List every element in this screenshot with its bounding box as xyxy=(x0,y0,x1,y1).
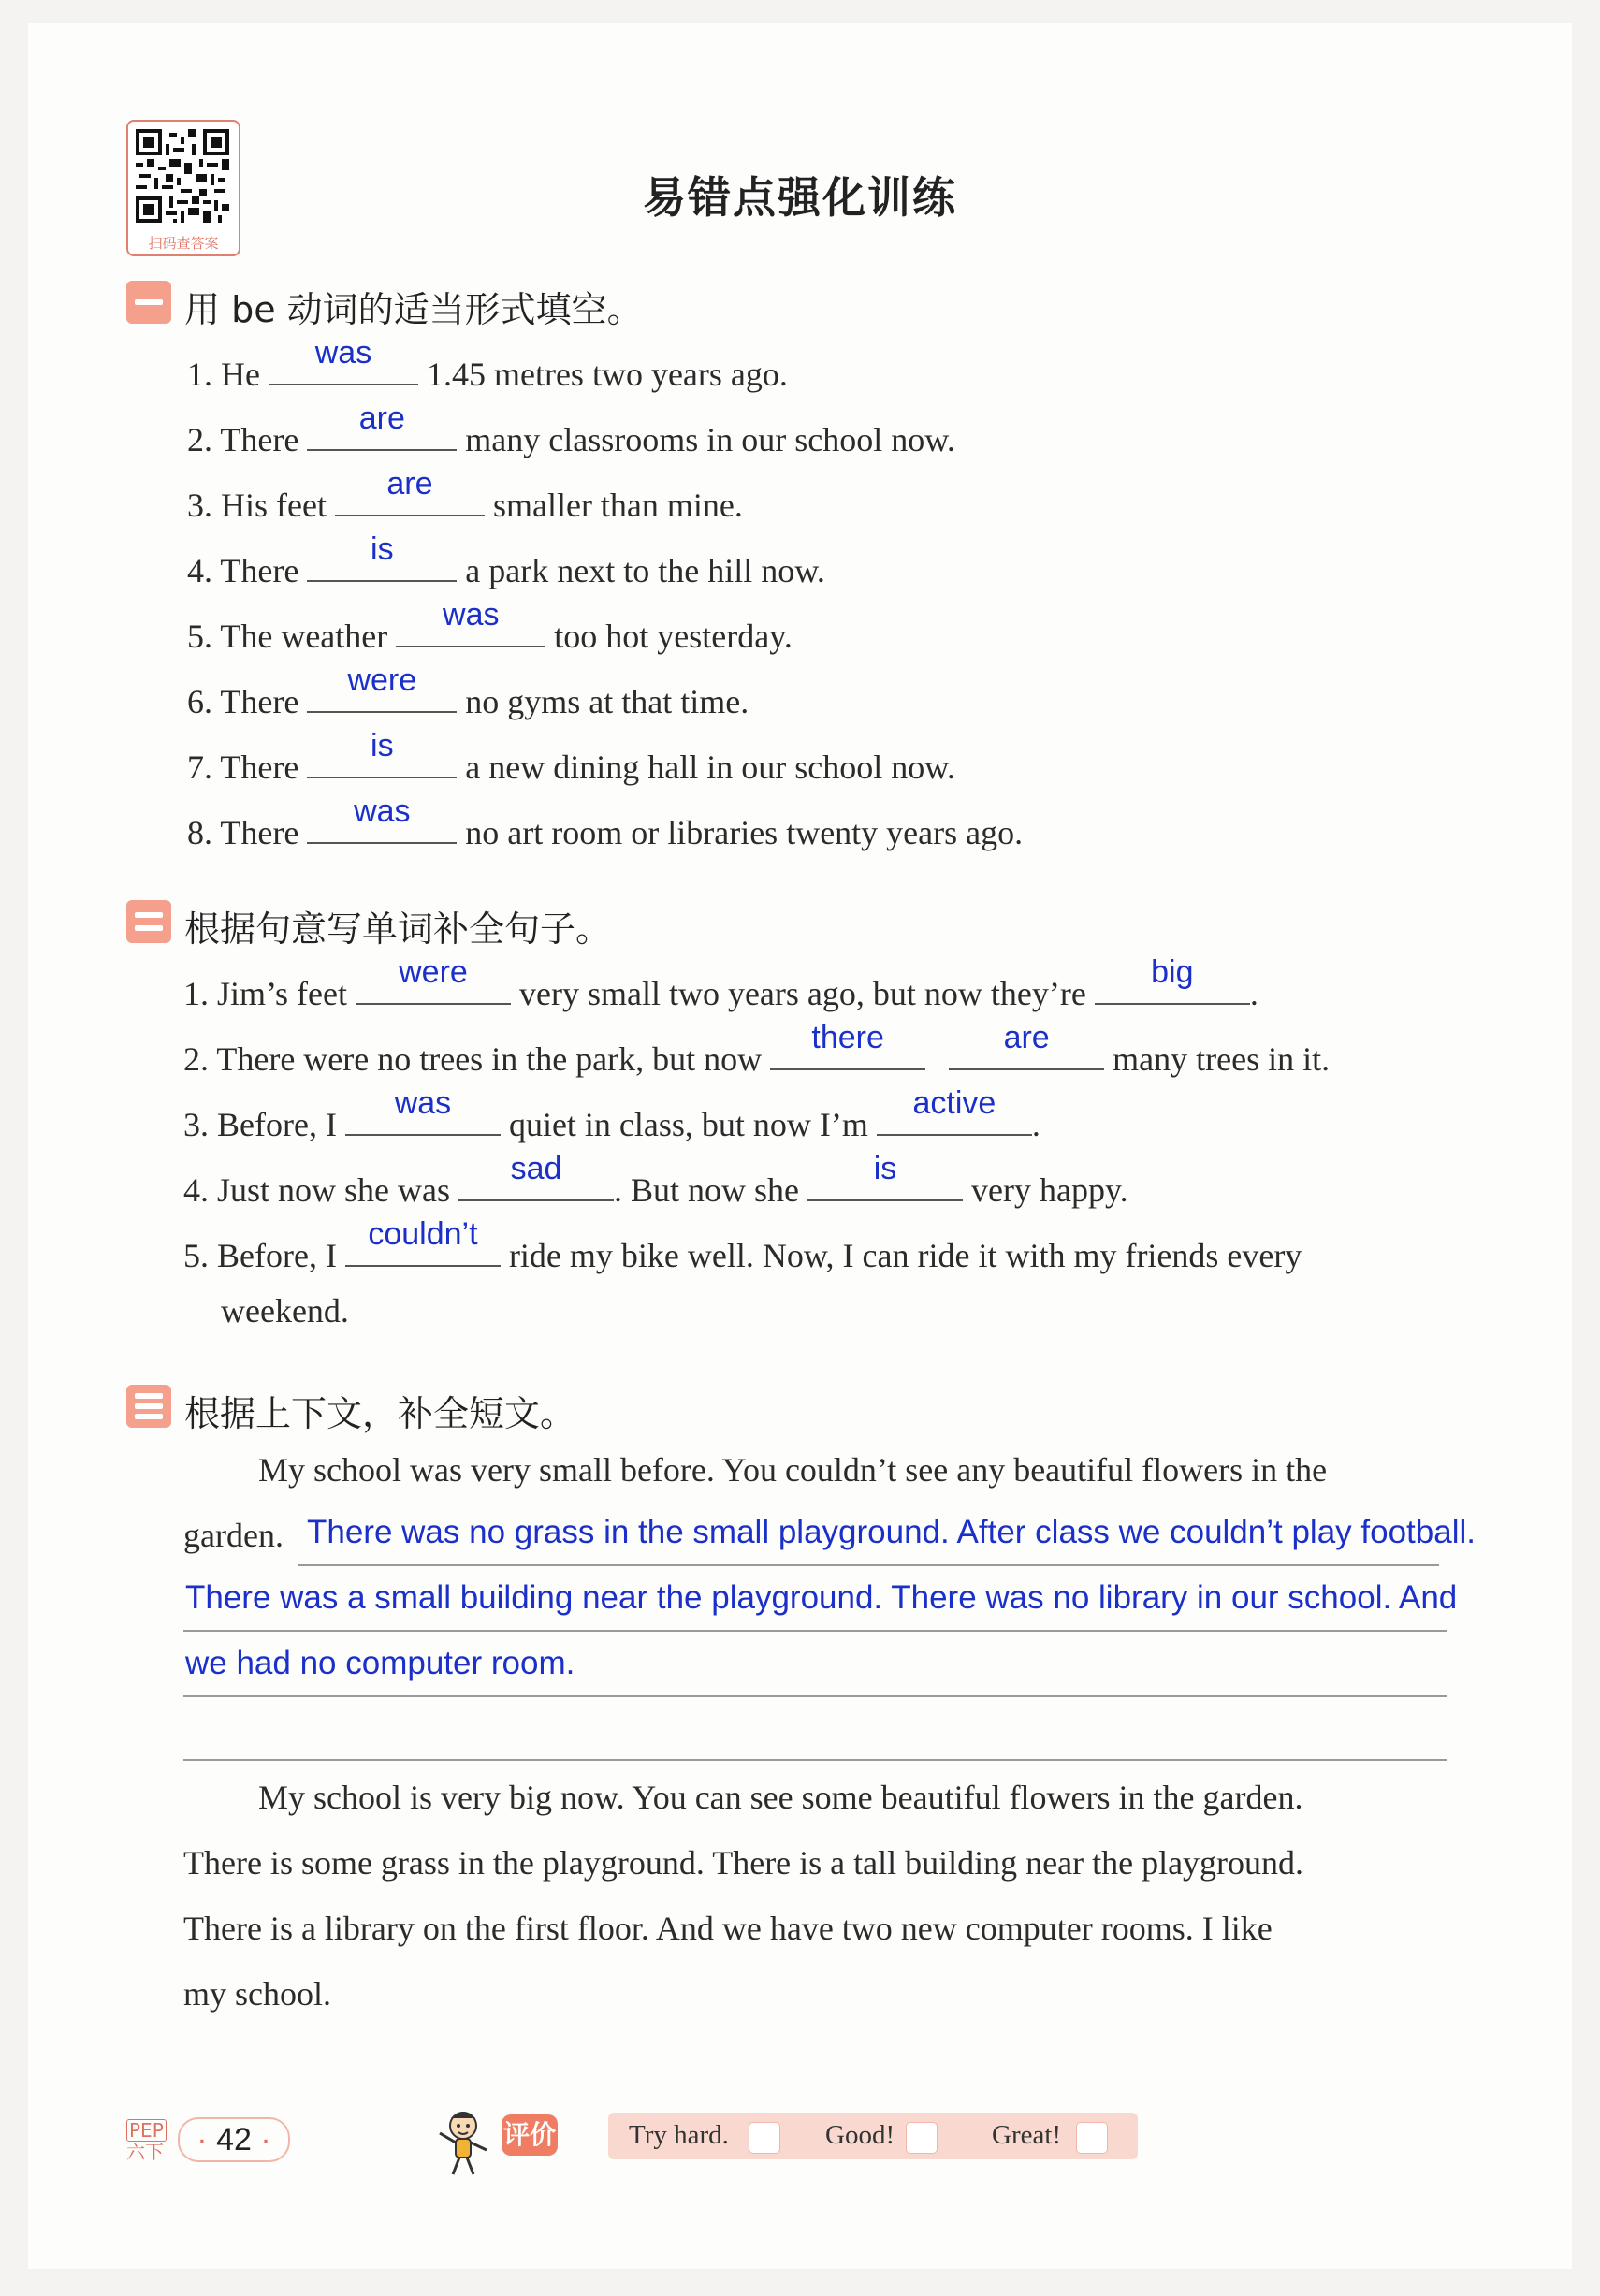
section-three-heading: 根据上下文，补全短文。 xyxy=(184,1393,576,1434)
item-text-before: The weather xyxy=(220,618,388,655)
item-text-after: 1.45 metres two years ago. xyxy=(426,356,788,393)
blank[interactable]: active xyxy=(877,1095,1032,1136)
item-text-before: His feet xyxy=(221,487,327,524)
writing-line xyxy=(183,1630,1447,1632)
rating-label-good: Good! xyxy=(825,2120,895,2150)
answer: are xyxy=(358,400,405,436)
item-text-before: There xyxy=(220,814,299,851)
blank[interactable]: are xyxy=(949,1029,1104,1070)
blank[interactable] xyxy=(335,466,485,516)
s2-item-2: 2. There were no trees in the park, but now there are many trees in it. xyxy=(183,1020,1331,1078)
s2-item-5-continued: weekend. xyxy=(221,1292,349,1330)
blank[interactable]: were xyxy=(356,964,511,1005)
item-text-before: There xyxy=(220,552,299,589)
answer-line-2[interactable]: There was a small building near the playground. There was no library in our school. And xyxy=(185,1579,1458,1616)
rating-checkbox-great[interactable] xyxy=(1076,2122,1108,2154)
rating-checkbox-good[interactable] xyxy=(906,2122,938,2154)
section-one-heading: 用 be 动词的适当形式填空。 xyxy=(184,289,643,330)
item-number: 6. xyxy=(187,683,212,720)
blank[interactable] xyxy=(307,400,457,451)
s1-item-4 xyxy=(187,531,825,590)
item-number: 5. xyxy=(187,618,212,655)
item-number: 8. xyxy=(187,814,212,851)
answer: was xyxy=(354,793,411,829)
answer-line-1[interactable]: There was no grass in the small playground. After class we couldn’t play football. xyxy=(307,1514,1476,1550)
answer-line-3[interactable]: we had no computer room. xyxy=(185,1645,575,1681)
item-number: 3. xyxy=(187,487,212,524)
passage-intro: My school was very small before. You couldn’t see any beautiful flowers in the xyxy=(258,1451,1328,1489)
passage-intro-end: garden. xyxy=(183,1517,284,1554)
blank[interactable] xyxy=(307,531,457,582)
answer: is xyxy=(371,728,394,763)
blank[interactable] xyxy=(396,597,545,647)
item-number: 1. xyxy=(187,356,212,393)
page-title: 易错点强化训练 xyxy=(643,172,957,223)
pep-grade-label: PEP 六下 xyxy=(126,2119,167,2162)
section-one-badge xyxy=(126,281,171,324)
item-text-after: no gyms at that time. xyxy=(465,683,749,720)
item-text-before: There xyxy=(220,748,299,786)
blank[interactable]: sad xyxy=(458,1160,614,1201)
item-text-after: no art room or libraries twenty years ago. xyxy=(465,814,1024,851)
answer: were xyxy=(347,662,417,698)
blank[interactable]: couldn’t xyxy=(345,1226,501,1267)
writing-line xyxy=(298,1564,1439,1566)
answer: was xyxy=(443,597,500,632)
item-text-after: many classrooms in our school now. xyxy=(465,421,955,458)
s2-item-4: 4. Just now she was sad . But now she is very happy. xyxy=(183,1151,1128,1209)
writing-line xyxy=(183,1759,1447,1761)
item-text-before: He xyxy=(221,356,260,393)
s1-item-3 xyxy=(187,466,743,525)
writing-line xyxy=(183,1695,1447,1697)
item-number: 4. xyxy=(187,552,212,589)
s1-item-8 xyxy=(187,793,1024,852)
closing-line-4: my school. xyxy=(183,1975,331,2013)
s2-item-1: 1. Jim’s feet were very small two years ago, but now they’re big . xyxy=(183,954,1258,1012)
item-text-before: There xyxy=(220,683,299,720)
s1-item-1 xyxy=(187,335,788,394)
rating-label-great: Great! xyxy=(992,2120,1062,2150)
blank[interactable] xyxy=(307,793,457,844)
blank[interactable]: was xyxy=(345,1095,501,1136)
s1-item-2 xyxy=(187,400,955,459)
rating-label-try-hard: Try hard. xyxy=(629,2120,729,2150)
s2-item-3: 3. Before, I was quiet in class, but now I’m active . xyxy=(183,1085,1040,1143)
self-rating-bar xyxy=(608,2113,1138,2159)
mascot-icon xyxy=(430,2105,496,2180)
blank[interactable] xyxy=(269,335,418,385)
closing-line-1: My school is very big now. You can see some beautiful flowers in the garden. xyxy=(258,1779,1303,1816)
item-text-after: a new dining hall in our school now. xyxy=(465,748,955,786)
s1-item-5 xyxy=(187,597,793,656)
page-number: · 42 · xyxy=(178,2117,290,2162)
item-number: 7. xyxy=(187,748,212,786)
item-text-after: smaller than mine. xyxy=(492,487,743,524)
blank[interactable]: there xyxy=(770,1029,925,1070)
item-text-before: There xyxy=(220,421,299,458)
item-text-after: too hot yesterday. xyxy=(554,618,793,655)
qr-caption: 扫码查答案 xyxy=(148,235,219,252)
s2-item-5: 5. Before, I couldn’t ride my bike well. Now, I can ride it with my friends every xyxy=(183,1216,1302,1274)
blank[interactable]: big xyxy=(1095,964,1250,1005)
closing-line-2: There is some grass in the playground. There is a tall building near the playground. xyxy=(183,1844,1304,1882)
answer: is xyxy=(371,531,394,567)
blank[interactable]: is xyxy=(807,1160,963,1201)
s1-item-6 xyxy=(187,662,749,721)
blank[interactable] xyxy=(307,728,457,778)
section-three-badge xyxy=(126,1385,171,1428)
closing-line-3: There is a library on the first floor. And we have two new computer rooms. I like xyxy=(183,1910,1273,1947)
evaluation-label: 评价 xyxy=(502,2114,558,2156)
rating-checkbox-try-hard[interactable] xyxy=(749,2122,780,2154)
blank[interactable] xyxy=(307,662,457,713)
answer: was xyxy=(314,335,372,371)
answer: are xyxy=(386,466,433,501)
item-text-after: a park next to the hill now. xyxy=(465,552,825,589)
s1-item-7 xyxy=(187,728,955,787)
item-number: 2. xyxy=(187,421,212,458)
section-two-heading: 根据句意写单词补全句子。 xyxy=(184,908,612,950)
section-two-badge xyxy=(126,900,171,943)
